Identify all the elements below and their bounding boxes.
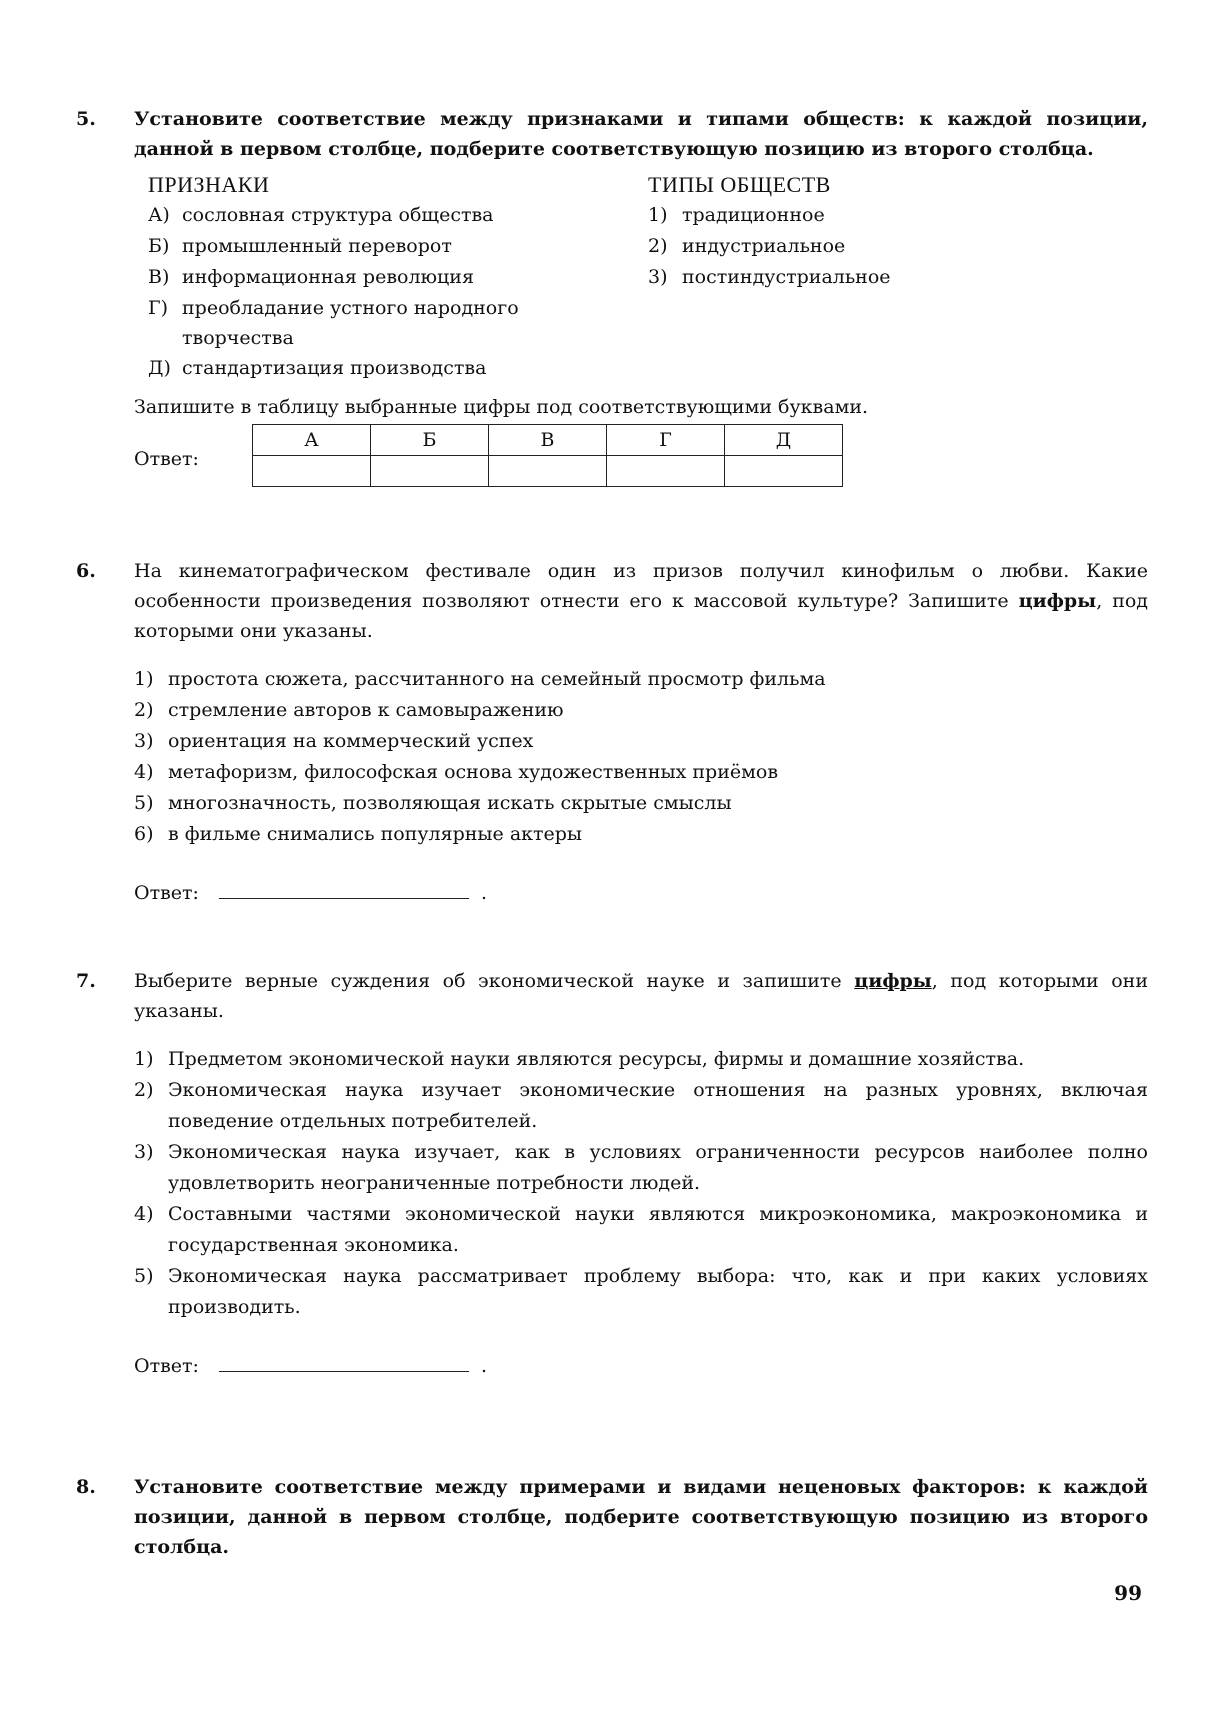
options-list: [134, 1044, 1148, 1323]
task-6: [76, 556, 1148, 908]
list-item: А) сословная структура общества: [148, 204, 494, 226]
list-item: 2) Экономическая наука изучает экономические отношения на разных уровнях, включая поведение отдельных потребителей.: [134, 1079, 1148, 1132]
list-item: Б) промышленный переворот: [148, 235, 452, 257]
list-item: Г) преобладание устного народного творчества: [148, 297, 519, 349]
task-number: 6.: [76, 560, 96, 582]
task-7: [76, 966, 1148, 1381]
answer-cell[interactable]: [253, 456, 371, 487]
features-column: [148, 170, 648, 384]
answer-cell[interactable]: [489, 456, 607, 487]
answer-cell[interactable]: [725, 456, 843, 487]
answer-label: Ответ:: [134, 882, 199, 904]
column-header: ТИПЫ ОБЩЕСТВ: [648, 172, 831, 197]
answer-table: [252, 424, 843, 487]
answer-label: Ответ:: [134, 448, 199, 470]
list-item: 2) индустриальное: [648, 235, 846, 257]
answer-cell[interactable]: [607, 456, 725, 487]
list-item: Д) стандартизация производства: [148, 357, 487, 379]
answer-cell[interactable]: [371, 456, 489, 487]
task-5: [76, 104, 1148, 487]
list-item: 6) в фильме снимались популярные актеры: [134, 823, 583, 845]
task-prompt: Установите соответствие между признаками и типами обществ: к каждой позиции, данной в первом столбце, подберите соответствующую позицию из второго столбца.: [134, 108, 1148, 160]
list-item: 3) постиндустриальное: [648, 266, 891, 288]
task-body: [134, 966, 1148, 1381]
list-item: В) информационная революция: [148, 266, 474, 288]
table-header-cell: А: [253, 425, 371, 456]
options-list: [134, 664, 1148, 850]
table-header-cell: Д: [725, 425, 843, 456]
instruction: Запишите в таблицу выбранные цифры под соответствующими буквами.: [134, 396, 869, 418]
task-number: 8.: [76, 1476, 96, 1498]
task-8: [76, 1472, 1148, 1562]
task-prompt: Выберите верные суждения об экономической науке и запишите цифры, под которыми они указаны.: [134, 970, 1149, 1022]
task-number: 7.: [76, 970, 96, 992]
answer-row: [134, 424, 1148, 487]
task-body: [134, 104, 1148, 487]
list-item: 3) ориентация на коммерческий успех: [134, 730, 534, 752]
answer-field[interactable]: [219, 876, 469, 899]
list-item: 1) традиционное: [648, 204, 825, 226]
list-item: 4) метафоризм, философская основа художественных приёмов: [134, 761, 779, 783]
list-item: 5) Экономическая наука рассматривает проблему выбора: что, как и при каких условиях производить.: [134, 1265, 1148, 1318]
matching-columns: [148, 170, 1148, 384]
types-column: [648, 170, 1008, 384]
task-prompt: На кинематографическом фестивале один из призов получил кинофильм о любви. Какие особенности произведения позволяют отнести его к массовой культуре? Запишите цифры, под которыми они указаны.: [134, 560, 1149, 642]
table-header-cell: Б: [371, 425, 489, 456]
column-header: ПРИЗНАКИ: [148, 172, 270, 197]
list-item: 3) Экономическая наука изучает, как в условиях ограниченности ресурсов наиболее полно удовлетворить неограниченные потребности людей.: [134, 1141, 1148, 1194]
list-item: 2) стремление авторов к самовыражению: [134, 699, 564, 721]
task-body: [134, 1472, 1148, 1562]
page-number: 99: [1114, 1581, 1142, 1605]
answer-line: Ответ: .: [134, 876, 1148, 908]
list-item: 1) простота сюжета, рассчитанного на семейный просмотр фильма: [134, 668, 826, 690]
list-item: 4) Составными частями экономической науки являются микроэкономика, макроэкономика и государственная экономика.: [134, 1203, 1148, 1256]
list-item: 1) Предметом экономической науки являются ресурсы, фирмы и домашние хозяйства.: [134, 1048, 1025, 1070]
task-prompt: Установите соответствие между примерами и видами неценовых факторов: к каждой позиции, данной в первом столбце, подберите соответствующую позицию из второго столбца.: [134, 1476, 1148, 1558]
answer-line: Ответ: .: [134, 1349, 1148, 1381]
task-number: 5.: [76, 108, 96, 130]
answer-field[interactable]: [219, 1349, 469, 1372]
table-header-cell: Г: [607, 425, 725, 456]
table-header-cell: В: [489, 425, 607, 456]
list-item: 5) многозначность, позволяющая искать скрытые смыслы: [134, 792, 732, 814]
answer-label: Ответ:: [134, 1355, 199, 1377]
task-body: [134, 556, 1148, 908]
